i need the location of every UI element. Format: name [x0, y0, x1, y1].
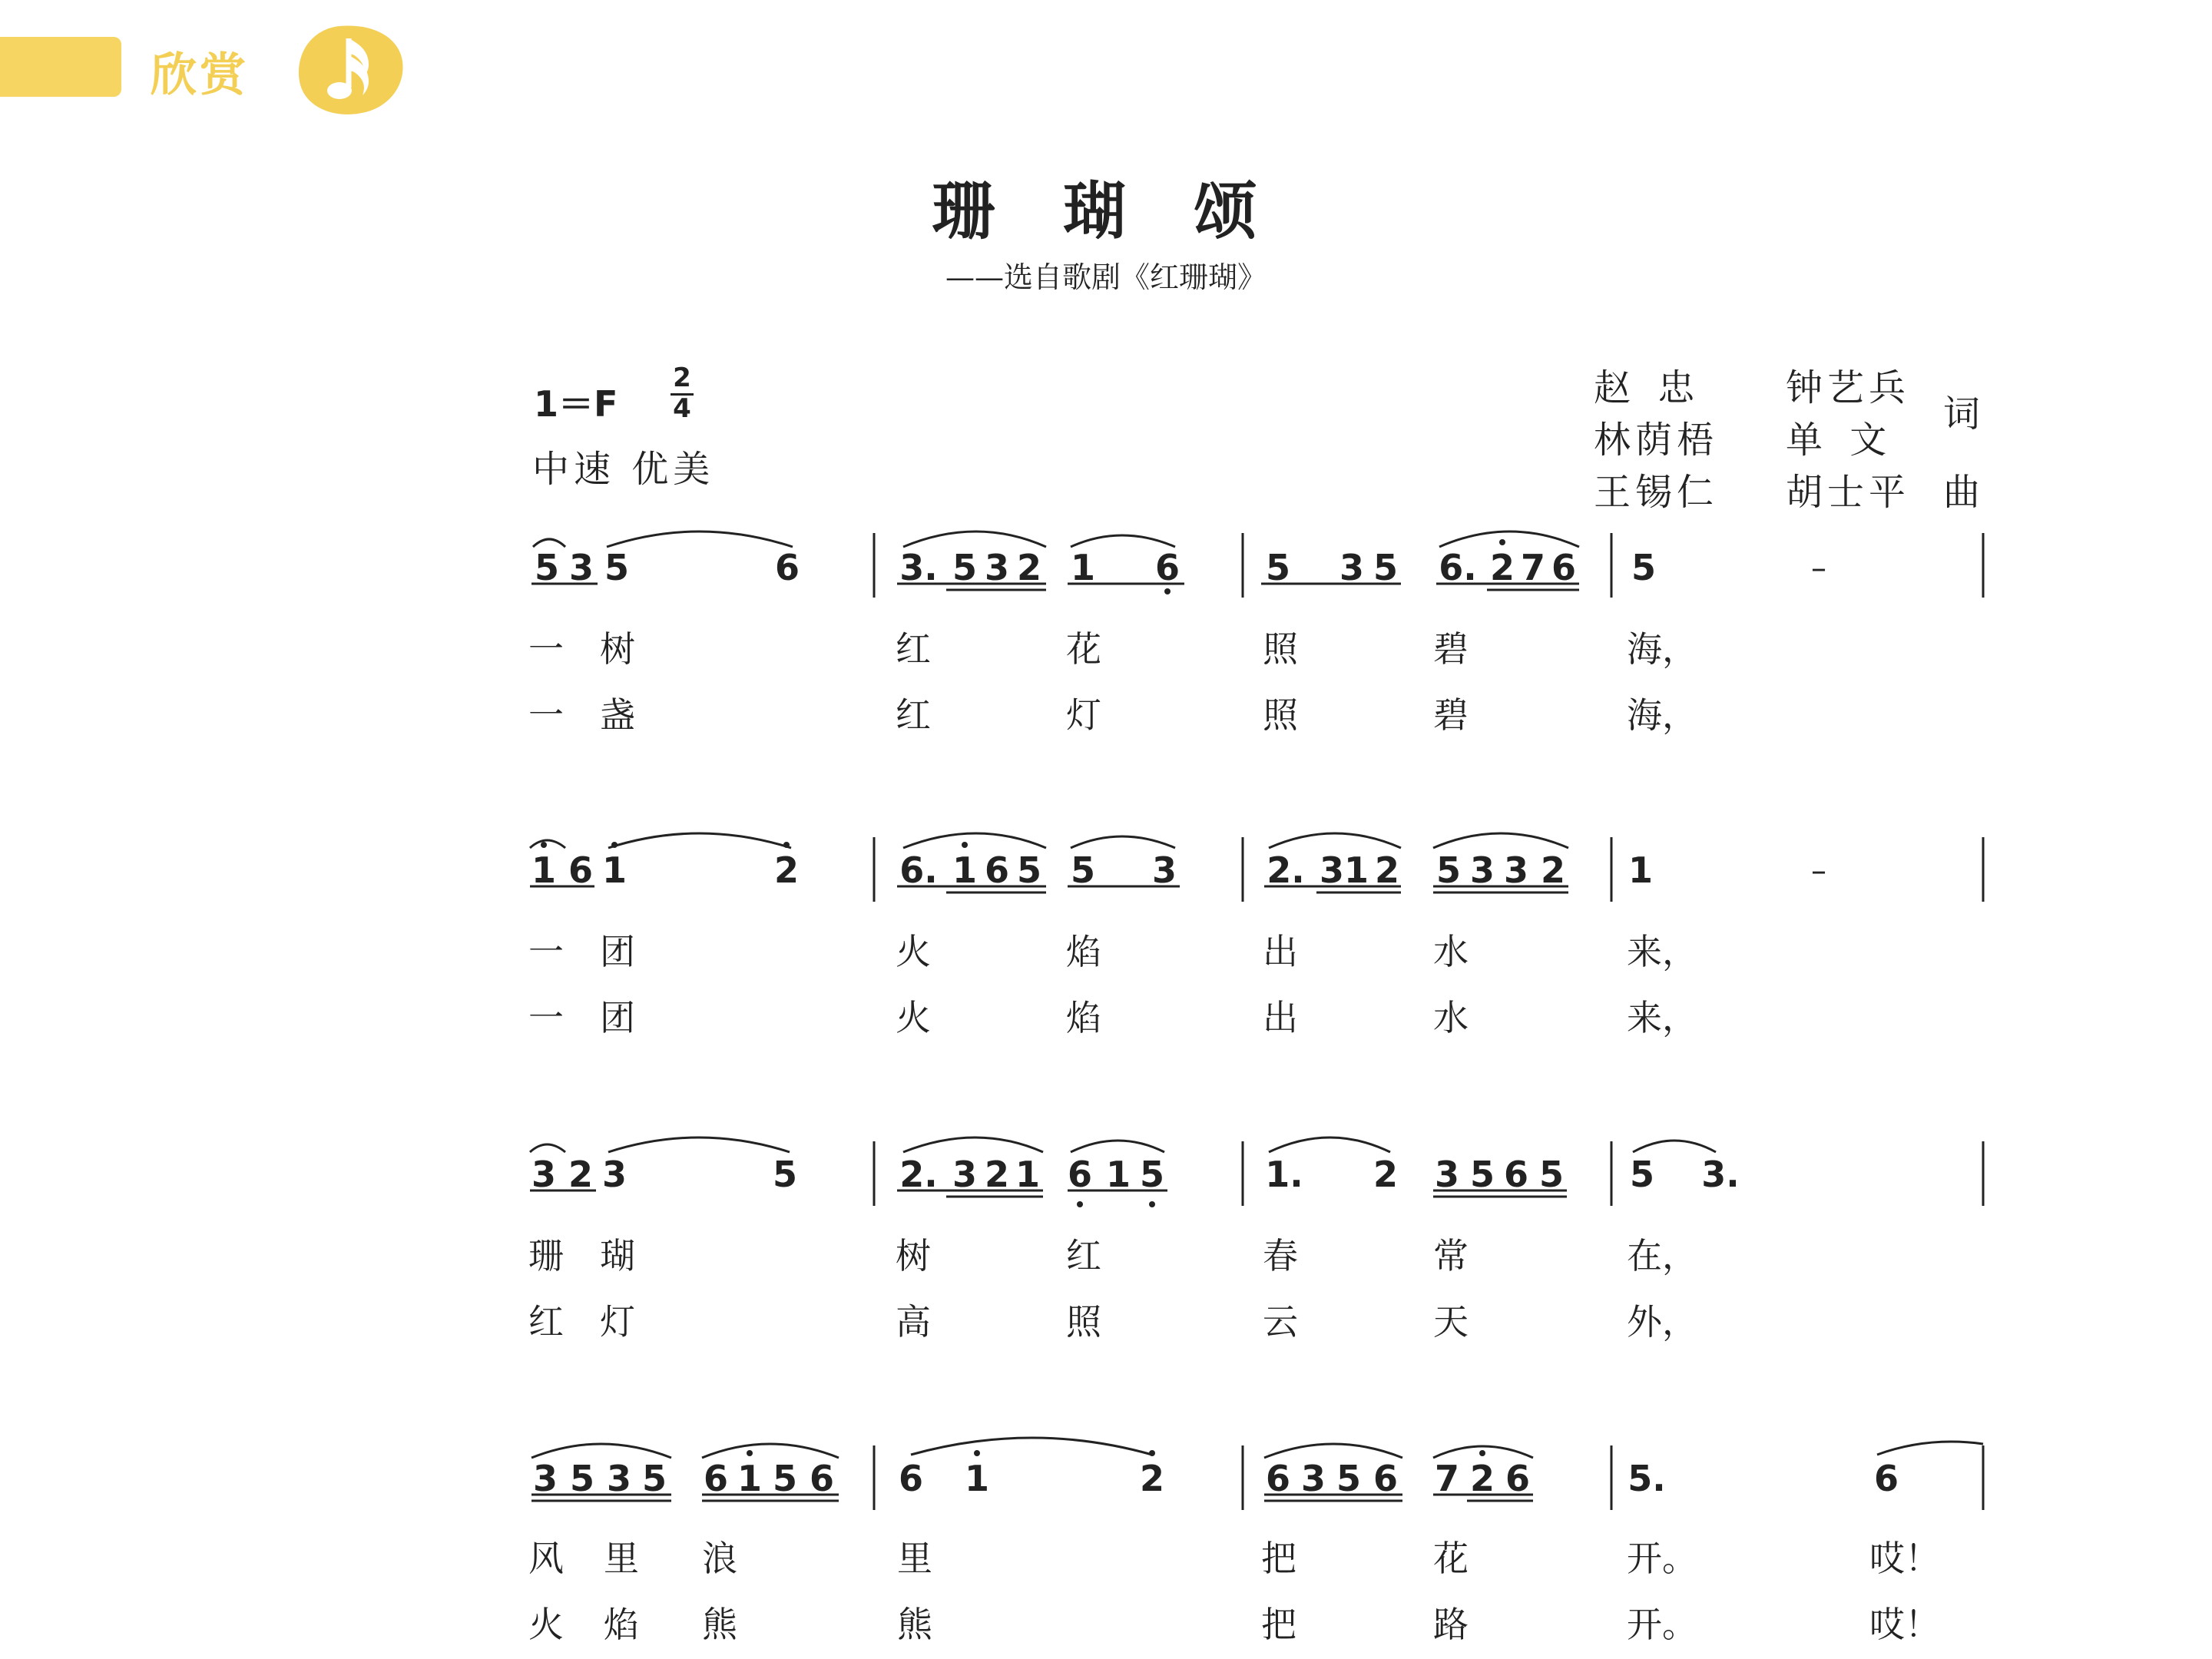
song-subtitle: ——选自歌剧《红珊瑚》 — [945, 260, 1267, 294]
lyric-syllable: 树 — [896, 1235, 931, 1277]
note: 1. — [1265, 1154, 1303, 1195]
note: 5 — [772, 1154, 797, 1195]
note: 2. — [1267, 849, 1305, 891]
note: 6 — [1505, 1458, 1530, 1499]
lyric-syllable: 灯 — [600, 1301, 635, 1343]
note: 3 — [952, 1154, 977, 1195]
lyric-syllable: 红 — [1066, 1235, 1101, 1277]
note: 3 — [606, 1458, 631, 1499]
lyric-syllable: 火 — [896, 931, 931, 972]
note: 5 — [1016, 849, 1041, 891]
note: 5 — [1538, 1154, 1564, 1195]
note: 2 — [1139, 1458, 1164, 1499]
lyric-syllable: 红 — [528, 1301, 564, 1343]
composer-name: 胡士平 — [1786, 471, 1911, 514]
lyric-syllable: 碧 — [1433, 628, 1469, 670]
composer-name: 王锡仁 — [1594, 471, 1719, 514]
lyric-syllable: 熊 — [897, 1604, 932, 1645]
note: 6. — [1439, 547, 1477, 588]
note: 7 — [1434, 1458, 1459, 1499]
lyric-syllable: 红 — [896, 694, 931, 736]
lyrics-label: 词 — [1943, 392, 1981, 435]
lyric-syllable: 火 — [528, 1604, 564, 1645]
lyric-syllable: 常 — [1433, 1235, 1469, 1277]
note: 1 — [1105, 1154, 1131, 1195]
section-banner-bar — [0, 37, 121, 97]
hold-dash: – — [1811, 551, 1826, 586]
lyric-syllable: 花 — [1066, 628, 1101, 670]
note: 5 — [1469, 1154, 1495, 1195]
music-note-icon — [295, 22, 406, 118]
note: 3 — [1503, 849, 1528, 891]
lyric-syllable: 来， — [1627, 997, 1697, 1038]
note: 1 — [1343, 849, 1369, 891]
note: 5 — [1139, 1154, 1164, 1195]
note: 5 — [1070, 849, 1095, 891]
lyricist-name: 单 文 — [1786, 419, 1895, 462]
lyric-syllable: 天 — [1433, 1301, 1469, 1343]
note: 2 — [1373, 1154, 1398, 1195]
lyricist-name: 林荫梧 — [1594, 419, 1719, 462]
song-title: 珊 瑚 颂 — [932, 174, 1280, 248]
note: 6 — [703, 1458, 728, 1499]
note: 5 — [604, 547, 629, 588]
note: 5 — [641, 1458, 667, 1499]
lyric-syllable: 路 — [1433, 1604, 1469, 1645]
note: 3 — [568, 547, 594, 588]
note: 7 — [1520, 547, 1545, 588]
lyricist-name: 钟艺兵 — [1786, 366, 1911, 409]
note: 3 — [1151, 849, 1177, 891]
lyric-syllable: 盏 — [600, 694, 635, 736]
note: 3 — [984, 547, 1009, 588]
note: 1 — [601, 849, 627, 891]
lyric-syllable: 火 — [896, 997, 931, 1038]
lyric-syllable: 把 — [1261, 1604, 1296, 1645]
note: 5 — [534, 547, 559, 588]
lyric-syllable: 来， — [1627, 931, 1697, 972]
lyric-syllable: 哎！ — [1869, 1538, 1940, 1579]
lyric-syllable: 把 — [1261, 1538, 1296, 1579]
note: 6 — [984, 849, 1009, 891]
note: 6 — [1503, 1154, 1528, 1195]
note: 5 — [1435, 849, 1461, 891]
lyric-syllable: 水 — [1433, 997, 1469, 1038]
lyric-syllable: 团 — [600, 931, 635, 972]
lyric-syllable: 焰 — [604, 1604, 639, 1645]
lyric-syllable: 花 — [1433, 1538, 1469, 1579]
lyric-syllable: 开。 — [1627, 1538, 1697, 1579]
note: 3 — [531, 1154, 556, 1195]
lyric-syllable: 照 — [1066, 1301, 1101, 1343]
note: 1 — [1628, 849, 1653, 891]
note: 6 — [1873, 1458, 1899, 1499]
lyricist-name: 赵 忠 — [1594, 366, 1703, 409]
note: 1 — [531, 849, 556, 891]
note: 2 — [984, 1154, 1009, 1195]
lyric-syllable: 春 — [1263, 1235, 1298, 1277]
time-signature-bottom: 4 — [673, 393, 691, 424]
lyric-syllable: 碧 — [1433, 694, 1469, 736]
note: 6. — [899, 849, 938, 891]
lyric-syllable: 海， — [1627, 694, 1697, 736]
note: 5 — [1631, 547, 1656, 588]
note: 6 — [774, 547, 800, 588]
note: 2 — [773, 849, 799, 891]
note: 3 — [601, 1154, 627, 1195]
note: 3. — [899, 547, 938, 588]
note: 5. — [1628, 1458, 1666, 1499]
note: 6 — [1154, 547, 1180, 588]
note: 1 — [737, 1458, 762, 1499]
lyric-syllable: 熊 — [702, 1604, 737, 1645]
lyric-syllable: 出 — [1263, 997, 1298, 1038]
lyric-syllable: 照 — [1263, 694, 1298, 736]
lyric-syllable: 里 — [604, 1538, 639, 1579]
note: 2. — [899, 1154, 938, 1195]
lyric-syllable: 焰 — [1066, 931, 1101, 972]
hold-dash: – — [1811, 853, 1826, 889]
note: 6 — [1551, 547, 1576, 588]
lyric-syllable: 一 — [528, 694, 564, 736]
tempo-marking: 中速 优美 — [532, 448, 715, 491]
lyric-syllable: 风 — [528, 1538, 564, 1579]
note: 6 — [898, 1458, 923, 1499]
note: 6 — [1373, 1458, 1398, 1499]
lyric-syllable: 灯 — [1066, 694, 1101, 736]
note: 5 — [1336, 1458, 1361, 1499]
lyric-syllable: 照 — [1263, 628, 1298, 670]
note: 2 — [1540, 849, 1565, 891]
lyric-syllable: 树 — [600, 628, 635, 670]
lyric-syllable: 一 — [528, 628, 564, 670]
lyric-syllable: 浪 — [702, 1538, 737, 1579]
time-signature-top: 2 — [673, 363, 691, 393]
lyric-syllable: 哎！ — [1869, 1604, 1940, 1645]
note: 3 — [1300, 1458, 1326, 1499]
note: 2 — [568, 1154, 593, 1195]
note: 5 — [1629, 1154, 1654, 1195]
note: 1 — [952, 849, 977, 891]
note: 5 — [569, 1458, 594, 1499]
lyric-syllable: 在， — [1627, 1235, 1697, 1277]
note: 3 — [1339, 547, 1364, 588]
lyric-syllable: 外， — [1627, 1301, 1697, 1343]
lyric-syllable: 开。 — [1627, 1604, 1697, 1645]
lyric-syllable: 团 — [600, 997, 635, 1038]
note: 3. — [1701, 1154, 1740, 1195]
lyric-syllable: 一 — [528, 997, 564, 1038]
note: 2 — [1016, 547, 1041, 588]
note: 3 — [532, 1458, 558, 1499]
lyric-syllable: 瑚 — [600, 1235, 635, 1277]
note: 5 — [772, 1458, 797, 1499]
lyric-syllable: 一 — [528, 931, 564, 972]
lyric-syllable: 里 — [897, 1538, 932, 1579]
lyric-syllable: 云 — [1263, 1301, 1298, 1343]
lyric-syllable: 珊 — [528, 1235, 564, 1277]
lyric-syllable: 海， — [1627, 628, 1697, 670]
note: 3 — [1319, 849, 1344, 891]
note: 5 — [1265, 547, 1290, 588]
note: 1 — [1015, 1154, 1040, 1195]
note: 3 — [1469, 849, 1495, 891]
note: 6 — [1067, 1154, 1092, 1195]
lyric-syllable: 出 — [1263, 931, 1298, 972]
lyric-syllable: 高 — [896, 1301, 931, 1343]
key-signature: 1＝F — [534, 383, 618, 425]
note: 1 — [1070, 547, 1095, 588]
note: 6 — [809, 1458, 834, 1499]
lyric-syllable: 红 — [896, 628, 931, 670]
lyric-syllable: 水 — [1433, 931, 1469, 972]
music-label: 曲 — [1943, 471, 1981, 514]
section-label: 欣赏 — [151, 48, 249, 102]
lyric-syllable: 焰 — [1066, 997, 1101, 1038]
note: 3 — [1434, 1154, 1459, 1195]
note: 5 — [1373, 547, 1398, 588]
note: 6 — [568, 849, 593, 891]
note: 5 — [952, 547, 977, 588]
note: 6 — [1265, 1458, 1290, 1499]
note: 2 — [1469, 1458, 1495, 1499]
note: 2 — [1374, 849, 1399, 891]
note: 1 — [964, 1458, 989, 1499]
bar-lines — [874, 533, 1983, 1510]
note: 2 — [1489, 547, 1515, 588]
